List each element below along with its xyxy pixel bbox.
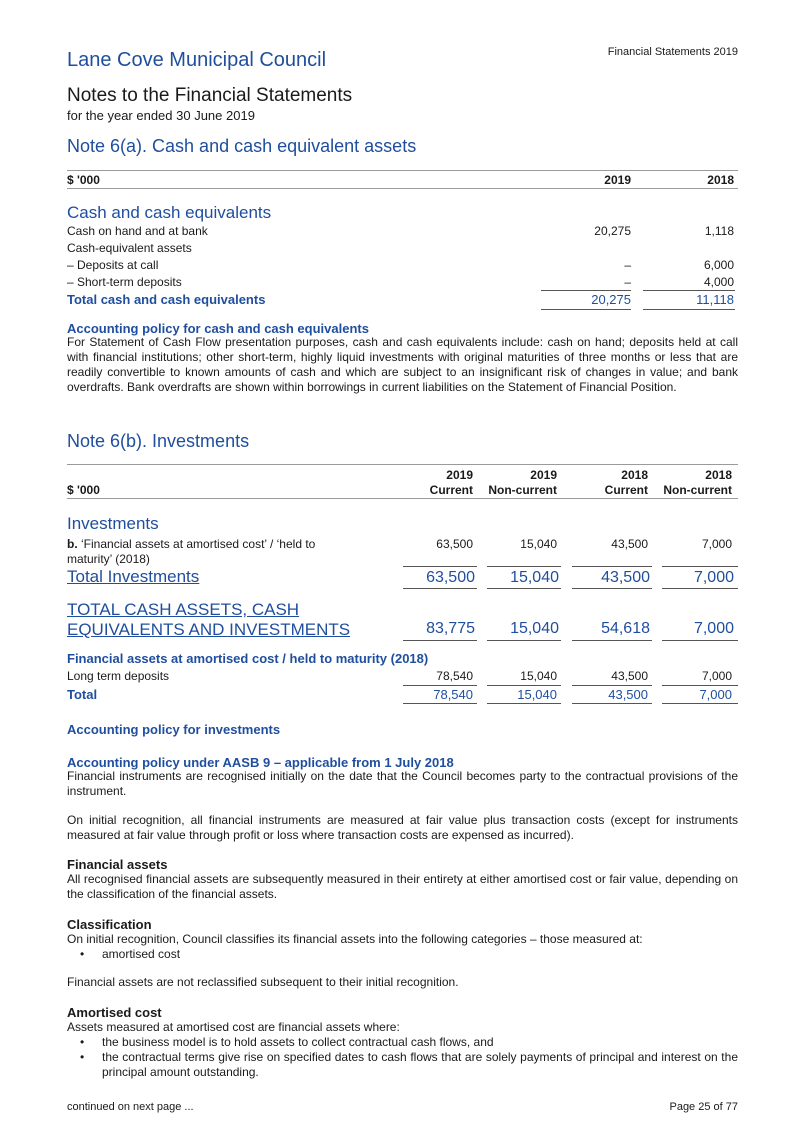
- col-2018: 2018: [707, 173, 734, 187]
- cell: 83,775: [426, 620, 475, 637]
- total-rule: [487, 640, 561, 641]
- inv-policy-heading: Accounting policy for investments: [67, 722, 281, 737]
- bullet-text: amortised cost: [102, 947, 181, 961]
- col-year: 2019: [530, 468, 557, 482]
- cell: 78,540: [436, 669, 473, 683]
- financial-assets-heading: Financial assets: [67, 857, 168, 872]
- cell: 43,500: [601, 569, 650, 586]
- subtotal-rule: [643, 290, 735, 291]
- row-b-text: ‘Financial assets at amortised cost’ / ‘held to maturity’ (2018): [67, 537, 316, 566]
- financial-assets-text: All recognised financial assets are subsequently measured in their entirety at either amortised cost or fair value, depending on the classification of the financial assets.: [67, 872, 738, 901]
- total-rule: [572, 588, 652, 589]
- col-year: 2019: [446, 468, 473, 482]
- row-label: – Deposits at call: [67, 258, 159, 272]
- col-year: 2018: [705, 468, 732, 482]
- bullet-icon: •: [80, 1035, 85, 1049]
- table-row: [67, 258, 738, 274]
- cell: 43,500: [611, 669, 648, 683]
- cell: 7,000: [701, 669, 732, 683]
- total-rule: [662, 588, 738, 589]
- table-row: [67, 275, 738, 291]
- subtotal-rule: [403, 685, 477, 686]
- notes-subtitle: for the year ended 30 June 2019: [67, 108, 255, 123]
- total-rule: [662, 640, 738, 641]
- total-rule: [541, 309, 631, 310]
- cell: 63,500: [436, 537, 473, 551]
- row-label: Cash-equivalent assets: [67, 241, 192, 255]
- total-2018: 11,118: [696, 292, 734, 307]
- section-cash-title: Cash and cash equivalents: [67, 203, 272, 222]
- classification-heading: Classification: [67, 917, 152, 932]
- classification-after: Financial assets are not reclassified subsequent to their initial recognition.: [67, 975, 459, 989]
- col-kind: Current: [604, 483, 648, 497]
- row-label: – Short-term deposits: [67, 275, 182, 289]
- cell-2018: 4,000: [703, 275, 734, 289]
- fs-year-label: Financial Statements 2019: [607, 46, 738, 58]
- total-cash-row: [67, 620, 738, 640]
- total-rule: [662, 703, 738, 704]
- amortised-cost-heading: Amortised cost: [67, 1005, 162, 1020]
- cell-2018: 1,118: [704, 224, 734, 238]
- col-kind: Current: [429, 483, 473, 497]
- col-kind: Non-current: [663, 483, 732, 497]
- subtotal-rule: [572, 685, 652, 686]
- col-2019: 2019: [604, 173, 631, 187]
- bullet-icon: •: [80, 1050, 85, 1064]
- cell: 7,000: [699, 687, 732, 702]
- cell-2019: –: [624, 258, 631, 272]
- row-b-prefix: b.: [67, 537, 78, 551]
- row-label: Cash on hand and at bank: [67, 224, 208, 238]
- note-6a-header-row: [67, 170, 738, 189]
- col-kind: Non-current: [488, 483, 557, 497]
- total-row: [67, 292, 738, 308]
- table-row: [67, 224, 738, 240]
- list-item: [80, 1035, 738, 1050]
- subtotal-rule: [662, 566, 738, 567]
- aasb9-para-2: On initial recognition, all financial instruments are measured at fair value plus transaction costs (except for instruments measured at fair value through profit or loss where transaction costs are expensed as incurred).: [67, 813, 738, 842]
- total-rule: [403, 588, 477, 589]
- cell: 15,040: [520, 537, 557, 551]
- total-label: Total cash and cash equivalents: [67, 292, 266, 307]
- cell: 78,540: [433, 687, 473, 702]
- subtotal-rule: [487, 685, 561, 686]
- subtotal-rule: [487, 566, 561, 567]
- subtotal-rule: [572, 566, 652, 567]
- total-rule: [643, 309, 735, 310]
- total-rule: [572, 703, 652, 704]
- row-label: Long term deposits: [67, 669, 170, 683]
- bullet-text: the business model is to hold assets to collect contractual cash flows, and: [102, 1035, 494, 1049]
- section-investments-title: Investments: [67, 514, 159, 533]
- classification-text: On initial recognition, Council classifies its financial assets into the following categories – those measured at:: [67, 932, 643, 946]
- cell: 15,040: [520, 669, 557, 683]
- col-year: 2018: [621, 468, 648, 482]
- cash-policy-heading: Accounting policy for cash and cash equivalents: [67, 321, 369, 336]
- council-name: Lane Cove Municipal Council: [67, 49, 327, 71]
- cell: 15,040: [517, 687, 557, 702]
- note-6b-title: Note 6(b). Investments: [67, 431, 250, 451]
- cell: 15,040: [510, 569, 559, 586]
- cell: 7,000: [701, 537, 732, 551]
- col-label: $ '000: [67, 483, 100, 497]
- cell: 7,000: [693, 569, 734, 586]
- total-cash-line-1: TOTAL CASH ASSETS, CASH: [67, 600, 300, 619]
- total-investments-row: [67, 569, 738, 589]
- cell: 43,500: [611, 537, 648, 551]
- subtotal-rule: [662, 685, 738, 686]
- cell-2018: 6,000: [703, 258, 734, 272]
- table-row: [67, 241, 738, 257]
- notes-title: Notes to the Financial Statements: [67, 85, 353, 106]
- total-cash-line-2: EQUIVALENTS AND INVESTMENTS: [67, 620, 351, 639]
- bullet-text: the contractual terms give rise on specified dates to cash flows that are solely payments of principal and interest on the principal amount outstanding.: [102, 1050, 738, 1079]
- table-row: [67, 537, 738, 553]
- note-6a-title: Note 6(a). Cash and cash equivalent assets: [67, 136, 417, 156]
- aasb9-para-1: Financial instruments are recognised initially on the date that the Council becomes party to the contractual provisions of the instrument.: [67, 769, 738, 798]
- cash-policy-text: For Statement of Cash Flow presentation purposes, cash and cash equivalents include: cash on hand; deposits held at call with financial institutions; other short-term, highly liquid investments with original maturities of three months or less that are readily convertible to known amounts of cash and which are subject to an insignificant risk of changes in value; and bank overdrafts. Bank overdrafts are shown within borrowings in current liabilities on the Statement of Financial Position.: [67, 335, 738, 394]
- total-rule: [403, 703, 477, 704]
- subtotal-rule: [541, 290, 631, 291]
- cell: 63,500: [426, 569, 475, 586]
- page-number: Page 25 of 77: [669, 1101, 738, 1113]
- list-item: [80, 1050, 738, 1080]
- table-row: [67, 669, 738, 685]
- fa-total-row: [67, 687, 738, 703]
- total-rule: [487, 703, 561, 704]
- aasb9-heading: Accounting policy under AASB 9 – applicable from 1 July 2018: [67, 755, 454, 770]
- total-rule: [572, 640, 652, 641]
- note-6b-header-row: [67, 464, 738, 499]
- list-item: [80, 947, 738, 962]
- cell-2019: 20,275: [594, 224, 631, 238]
- total-label: Total: [67, 687, 98, 702]
- cell-2019: –: [624, 275, 631, 289]
- fa-table-heading: Financial assets at amortised cost / held to maturity (2018): [67, 651, 429, 666]
- cell: 15,040: [510, 620, 559, 637]
- bullet-icon: •: [80, 947, 85, 961]
- total-rule: [403, 640, 477, 641]
- amortised-cost-text: Assets measured at amortised cost are financial assets where:: [67, 1020, 400, 1034]
- col-label: $ '000: [67, 173, 100, 187]
- total-investments-label: Total Investments: [67, 567, 200, 586]
- cell: 7,000: [693, 620, 734, 637]
- continued-label: continued on next page ...: [67, 1101, 194, 1113]
- cell: 54,618: [601, 620, 650, 637]
- total-rule: [487, 588, 561, 589]
- subtotal-rule: [403, 566, 477, 567]
- total-2019: 20,275: [591, 292, 631, 307]
- cell: 43,500: [608, 687, 648, 702]
